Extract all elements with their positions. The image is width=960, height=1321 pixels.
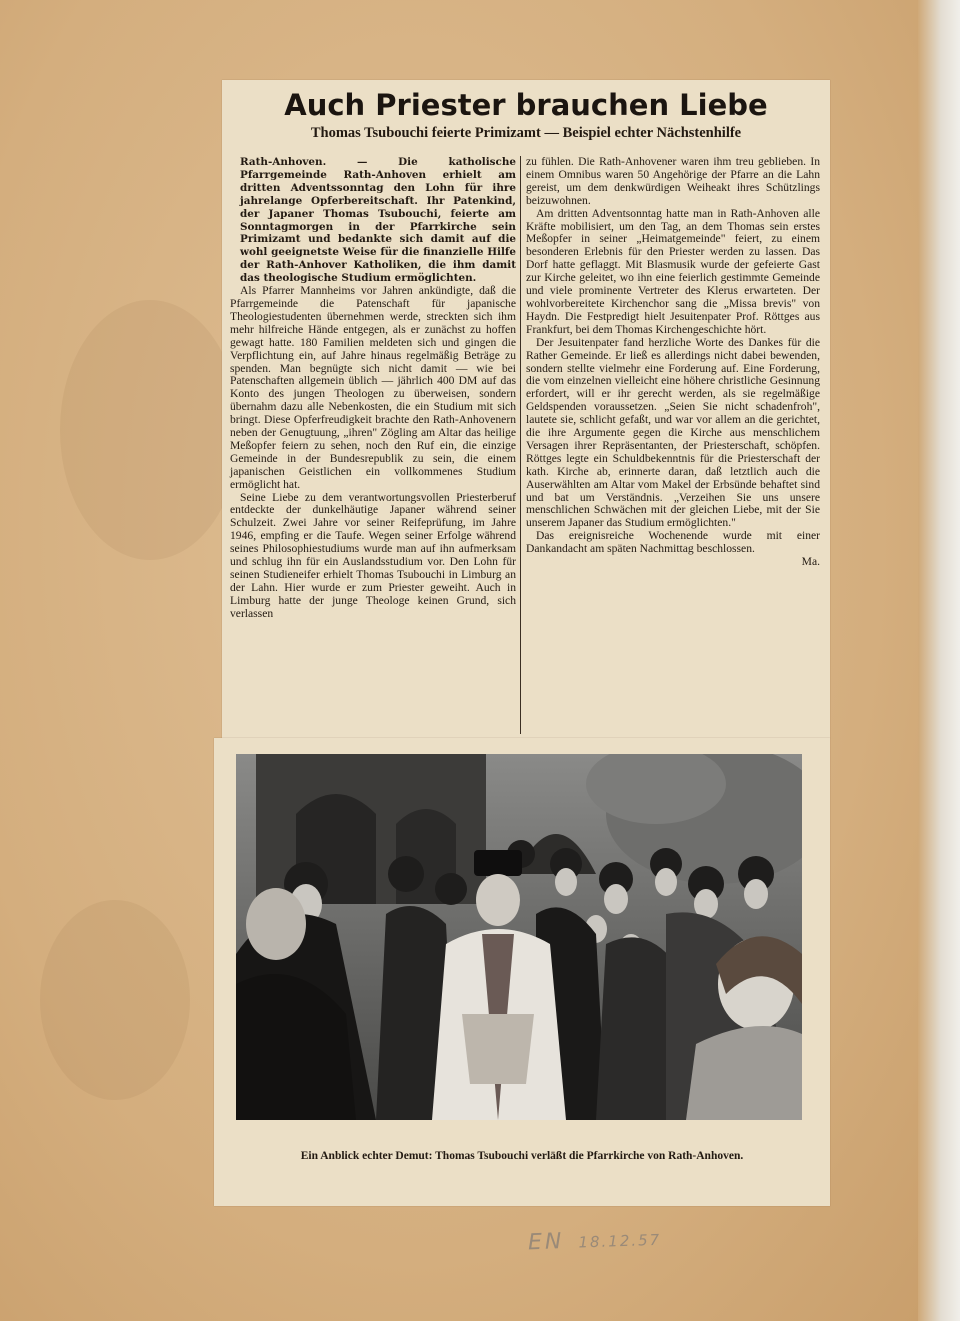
author-signature: Ma. (801, 555, 820, 569)
article-paragraph: Das ereignisreiche Wochenende wurde mit einer Dankandacht am späten Nachmittag beschlossen. (526, 529, 820, 556)
article-column-left (230, 156, 516, 621)
handwritten-date: 18.12.57 (578, 1230, 662, 1252)
photo-illustration (236, 754, 802, 1120)
paper-stain (40, 900, 190, 1100)
article-clipping (222, 80, 830, 738)
photo-clipping (214, 738, 830, 1206)
article-subheadline: Thomas Tsubouchi feierte Primizamt — Beispiel echter Nächstenhilfe (310, 125, 742, 141)
paper-stain (60, 300, 240, 560)
handwritten-prefix: EN (527, 1229, 565, 1256)
column-divider (520, 156, 521, 734)
article-paragraph: Der Jesuitenpater fand herzliche Worte des Dankes für die Rather Gemeinde. Er ließ es allerdings nicht dabei bewenden, sondern stellte vielmehr eine Forderung auf. Eine Forderung, die vom einzelnen vielleicht eine höhere christliche Gesinnung erfordert, will er ihr gerecht werden, als sie regelmäßige Geldspenden voraussetzen. „Seien Sie nicht schadenfroh", lautete sie, schlicht gefaßt, und war vor allem an die gerichtet, die ihre Argumente gegen die Kirche aus menschlichem Versagen ihrer Repräsentanten, der Priesterschaft, schöpfen. Röttges legte ein Schuldbekenntnis für die Priesterschaft der kath. Kirche ab, erinnerte daran, daß letztlich auch die Auserwählten am Altar vom Makel der Erbsünde behaftet sind und bat um Verständnis. „Verzeihen Sie uns unsere menschlichen Schwächen mit der gleichen Liebe, mit der Sie unserem Japaner das Studium ermöglichten." (526, 335, 820, 530)
article-paragraph-continued: zu fühlen. Die Rath-Anhovener waren ihm treu geblieben. In einem Omnibus waren 50 Angehörige der Pfarre an die Lahn gereist, um dem denkwürdigen Weiheakt ihres Schützlings beizuwohnen. (526, 155, 820, 207)
handwritten-annotation (528, 1226, 662, 1256)
photo-caption: Ein Anblick echter Demut: Thomas Tsubouchi verläßt die Pfarrkirche von Rath-Anhoven. (300, 1150, 744, 1162)
article-paragraph: Als Pfarrer Mannheims vor Jahren ankündigte, daß die Pfarrgemeinde die Patenschaft für japanische Theologiestudenten übernehmen werde, streckten sich ihm mehr hilfreiche Hände entgegen, als er zunächst zu hoffen gewagt hatte. 180 Familien meldeten sich und gingen die Verpflichtung ein, auf Jahre hinaus regelmäßig Beträge zu spenden. Man begnügte sich nicht damit — wie bei Patenschaften allgemein üblich — jährlich 400 DM auf das Konto des jungen Theologen zu überweisen, sondern übernahm dazu alle Nebenkosten, die ein Studium mit sich bringt. Diese Opferfreudigkeit brachte den Rath-Anhovenern neben der Genugtuung, „ihren" Zögling am Altar das heilige Meßopfer feiern zu sehen, noch den Ruf ein, die einzige Gemeinde in der Bundesrepublik zu sein, die einem japanischen Geistlichen ein vollkommenes Studium ermöglicht hat. (230, 284, 516, 491)
scan-background-edge (918, 0, 960, 1321)
article-paragraph: Am dritten Adventsonntag hatte man in Rath-Anhoven alle Kräfte mobilisiert, um den Tag, an dem Thomas sein erstes Meßopfer in seiner „Heimatgemeinde" feiert, zu einem besonderen Erlebnis für den Priester werden zu lassen. Das Dorf hatte geflaggt. Mit Blasmusik wurde der gefeierte Gast zur Kirche geleitet, wo ihn eine feierlich gestimmte Gemeinde und viele prominente Vertreter des Klerus erwarteten. Der wohlvorbereitete Kirchenchor sang die „Missa brevis" von Haydn. Die Festpredigt hielt Jesuitenpater Prof. Röttges aus Frankfurt, bei dem Thomas Kirchengeschichte hört. (526, 206, 820, 336)
article-headline: Auch Priester brauchen Liebe (284, 88, 768, 122)
article-lead-paragraph: Rath-Anhoven. — Die katholische Pfarrgemeinde Rath-Anhoven erhielt am dritten Adventssonntag den Lohn für ihre jahrelange Opferbereitschaft. Ihr Patenkind, der Japaner Thomas Tsubouchi, feierte am Sonntagmorgen in der Pfarrkirche sein Primizamt und bedankte sich damit auf die wohl geeignetste Weise für die finanzielle Hilfe der Rath-Anhover Katholiken, die ihm damit das theologische Studium ermöglichten. (240, 156, 516, 285)
article-paragraph: Seine Liebe zu dem verantwortungsvollen Priesterberuf entdeckte der dunkelhäutige Japaner während seiner Schulzeit. Zwei Jahre vor seiner Reifeprüfung, im Jahre 1946, empfing er die Taufe. Wegen seiner Erfolge während seines Philosophiestudiums wurde man auf ihn aufmerksam und schlug ihn für ein Auslandsstudium vor. Den Lohn für seinen Studieneifer erhielt Thomas Tsubouchi in Limburg an der Lahn. Hier wurde er zum Priester geweiht. Auch in Limburg hatte der junge Theologe keinen Grund, sich verlassen (230, 490, 516, 620)
article-column-right (526, 156, 820, 569)
news-photo (236, 754, 802, 1120)
